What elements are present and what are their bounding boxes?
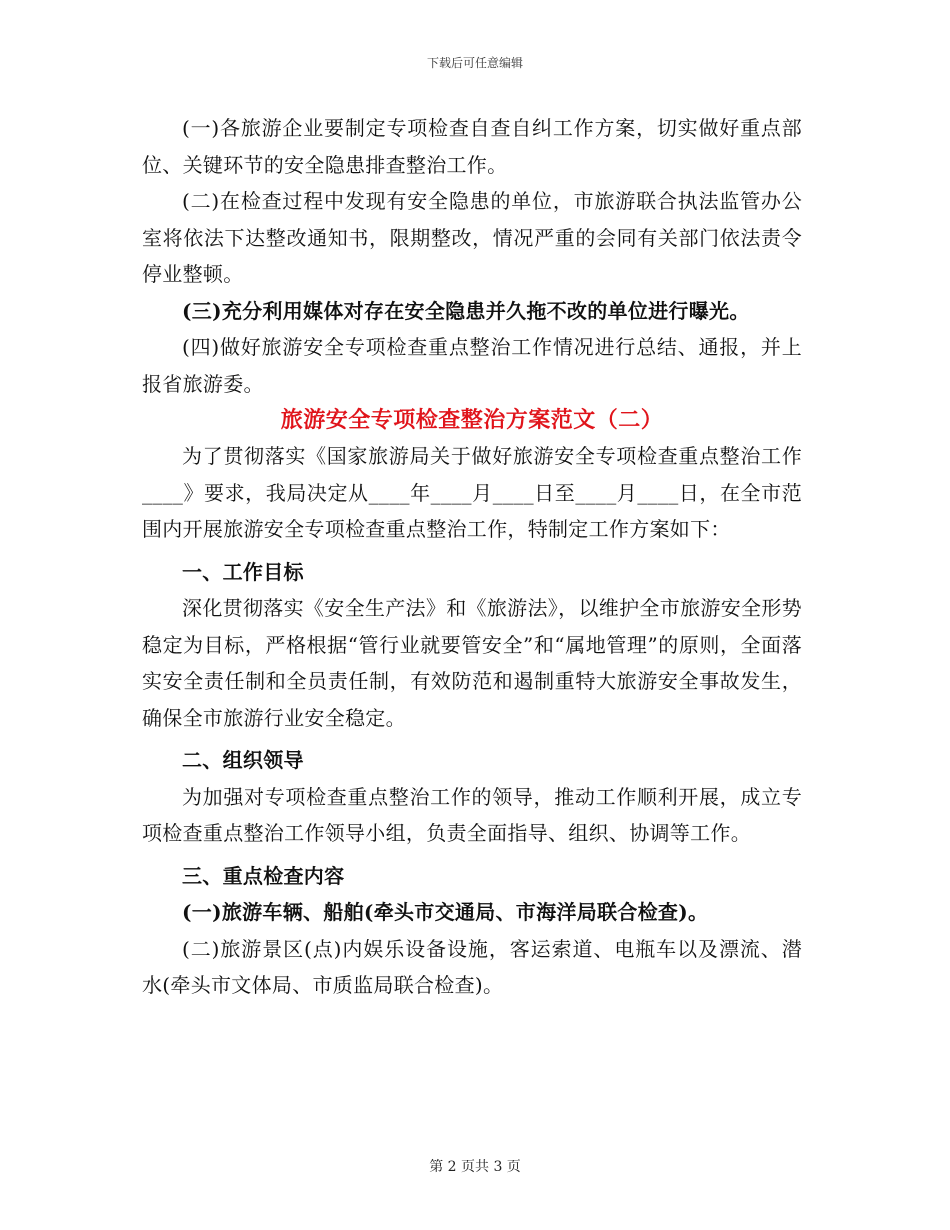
page-header: 下载后可任意编辑 [426,56,523,70]
paragraph-item-1: (一)各旅游企业要制定专项检查自查自纠工作方案，切实做好重点部位、关键环节的安全隐患排查整治工作。 [142,116,802,177]
inspection-item-2: (二)旅游景区(点)内娱乐设备设施，客运索道、电瓶车以及漂流、潜水(牵头市文体局、市质监局联合检查)。 [142,936,802,997]
document-title: 旅游安全专项检查整治方案范文（二） [280,407,664,433]
paragraph-item-4: (四)做好旅游安全专项检查重点整治工作情况进行总结、通报，并上报省旅游委。 [142,335,802,396]
paragraph-item-3: (三)充分利用媒体对存在安全隐患并久拖不改的单位进行曝光。 [182,298,750,323]
page-footer: 第 2 页共 3 页 [429,1159,521,1175]
document-body [142,110,802,1004]
intro-paragraph: 为了贯彻落实《国家旅游局关于做好旅游安全专项检查重点整治工作____》要求，我局决定从____年____月____日至____月____日，在全市范围内开展旅游安全专项检查重点整治工作，特制定工作方案如下： [142,444,802,541]
section-heading-goals: 一、工作目标 [182,559,304,584]
section-body-organization: 为加强对专项检查重点整治工作的领导，推动工作顺利开展，成立专项检查重点整治工作领导小组，负责全面指导、组织、协调等工作。 [142,784,802,845]
inspection-item-1: (一)旅游车辆、船舶(牵头市交通局、市海洋局联合检查)。 [182,900,709,924]
section-heading-inspection: 三、重点检查内容 [182,863,345,888]
paragraph-item-2: (二)在检查过程中发现有安全隐患的单位，市旅游联合执法监管办公室将依法下达整改通知书，限期整改，情况严重的会同有关部门依法责令停业整顿。 [142,189,802,286]
section-body-goals: 深化贯彻落实《安全生产法》和《旅游法》，以维护全市旅游安全形势稳定为目标，严格根据“管行业就要管安全”和“属地管理”的原则，全面落实安全责任制和全员责任制，有效防范和遏制重特大旅游安全事故发生，确保全市旅游行业安全稳定。 [142,596,802,730]
section-heading-organization: 二、组织领导 [182,748,304,772]
